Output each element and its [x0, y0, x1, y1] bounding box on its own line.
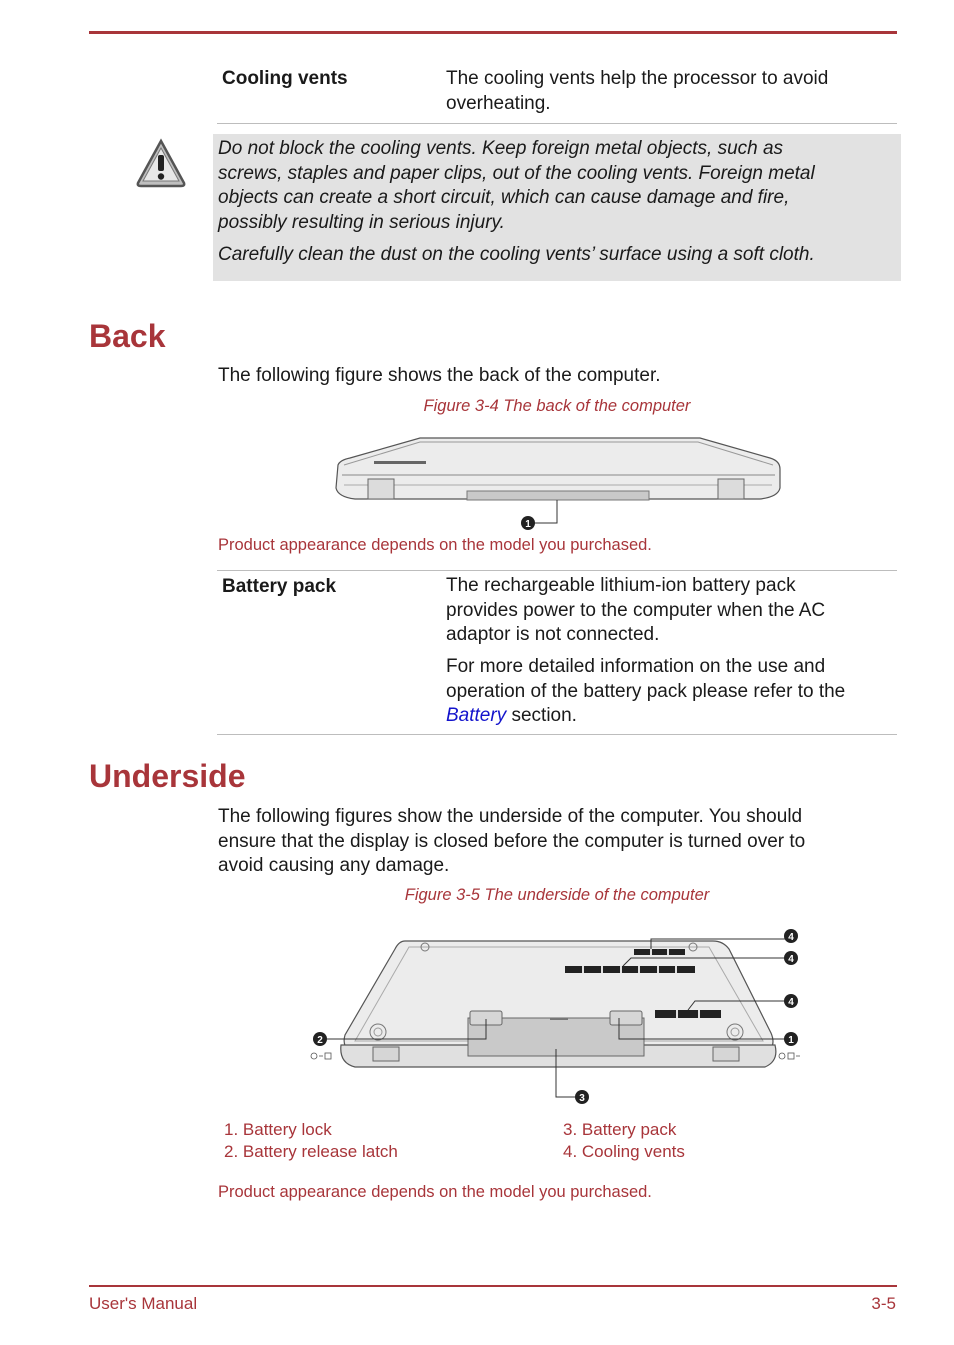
battery-link[interactable]: Battery [446, 705, 507, 726]
laptop-back-figure [330, 433, 785, 533]
figure-caption-back: Figure 3-4 The back of the computer [423, 397, 691, 415]
header-rule [89, 31, 897, 34]
warning-triangle-icon [135, 138, 187, 188]
callout-4b: 4 [788, 954, 794, 965]
callout-4c: 4 [788, 997, 794, 1008]
product-appearance-note-back: Product appearance depends on the model you purchased. [218, 536, 652, 554]
cooling-vents-description: The cooling vents help the processor to avoid overheating. [446, 68, 829, 114]
legend-item: 1. Battery lock [224, 1120, 332, 1139]
warning-cleaning-text: Carefully clean the dust on the cooling vents’ surface using a soft cloth. [218, 244, 815, 265]
callout-2: 2 [317, 1035, 323, 1046]
callout-4a: 4 [788, 932, 794, 943]
section-heading-underside: Underside [89, 758, 246, 794]
footer-rule [89, 1285, 897, 1287]
table-rule [217, 734, 897, 735]
cooling-vents-term: Cooling vents [222, 68, 348, 89]
legend-left [224, 1119, 398, 1163]
table-rule [217, 123, 897, 124]
table-rule [217, 570, 897, 571]
legend-item: 4. Cooling vents [563, 1142, 685, 1161]
laptop-underside-figure [305, 925, 815, 1110]
figure-caption-underside: Figure 3-5 The underside of the computer [404, 886, 710, 904]
footer-manual-title: User's Manual [89, 1294, 198, 1313]
warning-text: Do not block the cooling vents. Keep foreign metal objects, such as screws, staples and paper clips, out of the cooling vents. Foreign metal objects can create a short circuit, which can cause damage and fire, possibly resulting in serious injury. [218, 138, 815, 233]
footer-page-number: 3-5 [871, 1294, 896, 1313]
callout-1: 1 [788, 1035, 794, 1046]
product-appearance-note-underside: Product appearance depends on the model you purchased. [218, 1183, 652, 1201]
legend-item: 2. Battery release latch [224, 1142, 398, 1161]
battery-pack-term: Battery pack [222, 576, 337, 597]
battery-pack-more-info: For more detailed information on the use and operation of the battery pack please refer to the Battery section. [446, 656, 846, 726]
battery-pack-description: The rechargeable lithium-ion battery pack provides power to the computer when the AC adaptor is not connected. [446, 575, 826, 645]
underside-intro: The following figures show the underside of the computer. You should ensure that the display is closed before the computer is turned over to avoid causing any damage. [218, 806, 806, 876]
callout-3: 3 [579, 1093, 585, 1104]
legend-right [563, 1119, 685, 1163]
legend-item: 3. Battery pack [563, 1120, 677, 1139]
section-heading-back: Back [89, 318, 166, 354]
back-intro: The following figure shows the back of the computer. [218, 365, 661, 386]
callout-1-back: 1 [525, 519, 531, 530]
